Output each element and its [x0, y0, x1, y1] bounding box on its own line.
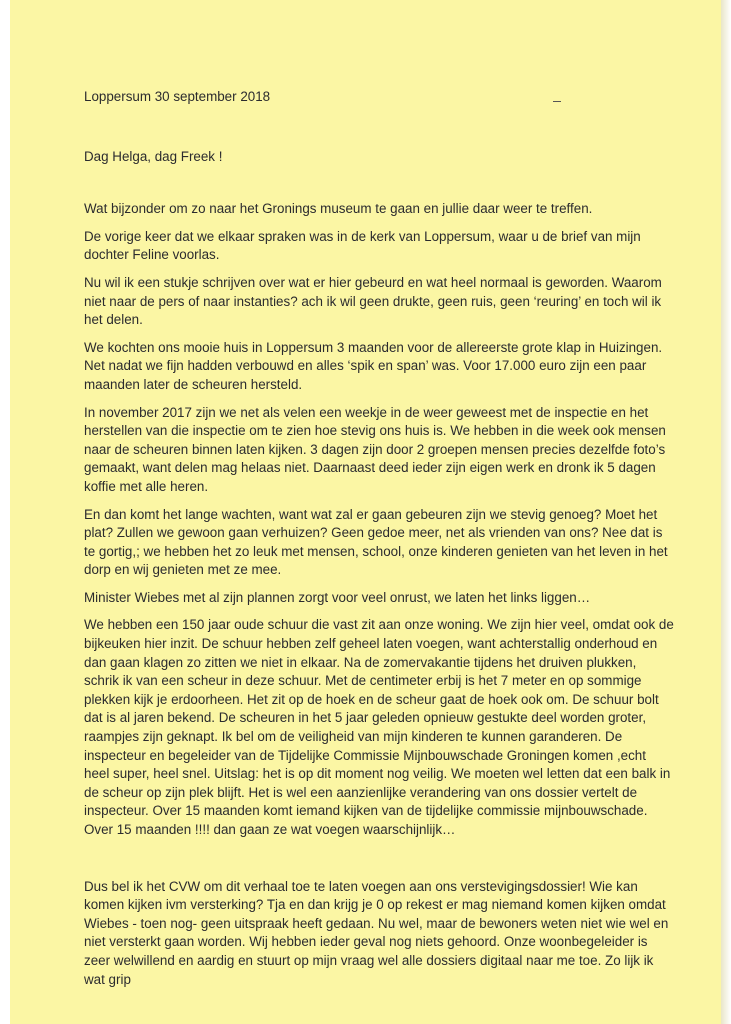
letter-body — [84, 88, 674, 998]
paragraph-museum: Wat bijzonder om zo naar het Gronings museum te gaan en jullie daar weer te treffen. — [84, 201, 593, 217]
scan-edge — [721, 0, 731, 1024]
greeting: Dag Helga, dag Freek ! — [84, 148, 223, 164]
paragraph-intent: Nu wil ik een stukje schrijven over wat er hier gebeurd en wat heel normaal is geworden. Waarom niet naar de pers of naar instanties? ach ik wil geen drukte, geen ruis, geen ‘reuring’ en toch wil ik het delen. — [84, 274, 662, 328]
paragraph-waiting: En dan komt het lange wachten, want wat zal er gaan gebeuren zijn we stevig genoeg? Moet het plat? Zullen we gewoon gaan verhuizen? Geen gedoe meer, net als vrienden van ons? Nee dat is te gortig,; we hebben het zo leuk met mensen, school, onze kinderen genieten van het leven in het dorp en wij genieten met ze mee. — [84, 506, 668, 578]
paragraph-house-purchase: We kochten ons mooie huis in Loppersum 3 maanden voor de allereerste grote klap in Huizingen. Net nadat we fijn hadden verbouwd en alles ‘spik en span’ was. Voor 17.000 euro zijn een paar maanden later de scheuren hersteld. — [84, 339, 663, 392]
paragraph-previous-meeting: De vorige keer dat we elkaar spraken was in de kerk van Loppersum, waar u de brief van mijn dochter Feline voorlas. — [84, 228, 641, 263]
paragraph-minister: Minister Wiebes met al zijn plannen zorgt voor veel onrust, we laten het links liggen… — [84, 589, 591, 605]
place-date: Loppersum 30 september 2018 — [84, 89, 271, 104]
paragraph-barn: We hebben een 150 jaar oude schuur die vast zit aan onze woning. We zijn hier veel, omdat ook de bijkeuken hier inzit. De schuur hebben zelf geheel laten voegen, want achterstallig onderhoud en dan gaan klagen zo zitten we niet in elkaar. Na de zomervakantie tijdens het druiven plukken, schrik ik van een scheur in deze schuur. Met de centimeter erbij is het 7 meter en op sommige plekken kijk je erdoorheen. Het zit op de hoek en de scheur gaat de hoek ook om. De schuur bolt dat is al jaren bekend. De scheuren in het 5 jaar geleden opnieuw gestukte deel worden groter, raampjes zijn geknapt. Ik bel om de veiligheid van mijn kinderen te kunnen garanderen. De inspecteur en begeleider van de Tijdelijke Commissie Mijnbouwschade Groningen komen ,echt heel super, heel snel. Uitslag: het is op dit moment nog veilig. We moeten wel letten dat een balk in de scheur op zijn plek blijft. Het is wel een aanzienlijke verandering van ons dossier vertelt de inspecteur. Over 15 maanden komt iemand kijken van de tijdelijke commissie mijnbouwschade. Over 15 maanden !!!! dan gaan ze wat voegen waarschijnlijk… — [84, 617, 674, 837]
paragraph-cvw: Dus bel ik het CVW om dit verhaal toe te laten voegen aan ons verstevigingsdossier! Wie kan komen kijken ivm versterking? Tja en dan krijg je 0 op rekest er mag niemand komen kijken omdat Wiebes - toen nog- geen uitspraak heeft gedaan. Nu wel, maar de bewoners weten niet wie wel en niet versterkt gaan worden. Wij hebben ieder geval nog niets gehoord. Onze woonbegeleider is zeer welwillend en aardig en stuurt op mijn vraag wel alle dossiers digitaal naar me toe. Zo lijk ik wat grip — [84, 878, 669, 987]
paragraph-inspection: In november 2017 zijn we net als velen een weekje in de weer geweest met de inspectie en het herstellen van die inspectie om te zien hoe stevig ons huis is. We hebben in die week ook mensen naar de scheuren binnen laten kijken. 3 dagen zijn door 2 groepen mensen precies dezelfde foto’s gemaakt, want delen mag helaas niet. Daarnaast deed ieder zijn eigen werk en dronk ik 5 dagen koffie met alle heren. — [84, 404, 666, 494]
